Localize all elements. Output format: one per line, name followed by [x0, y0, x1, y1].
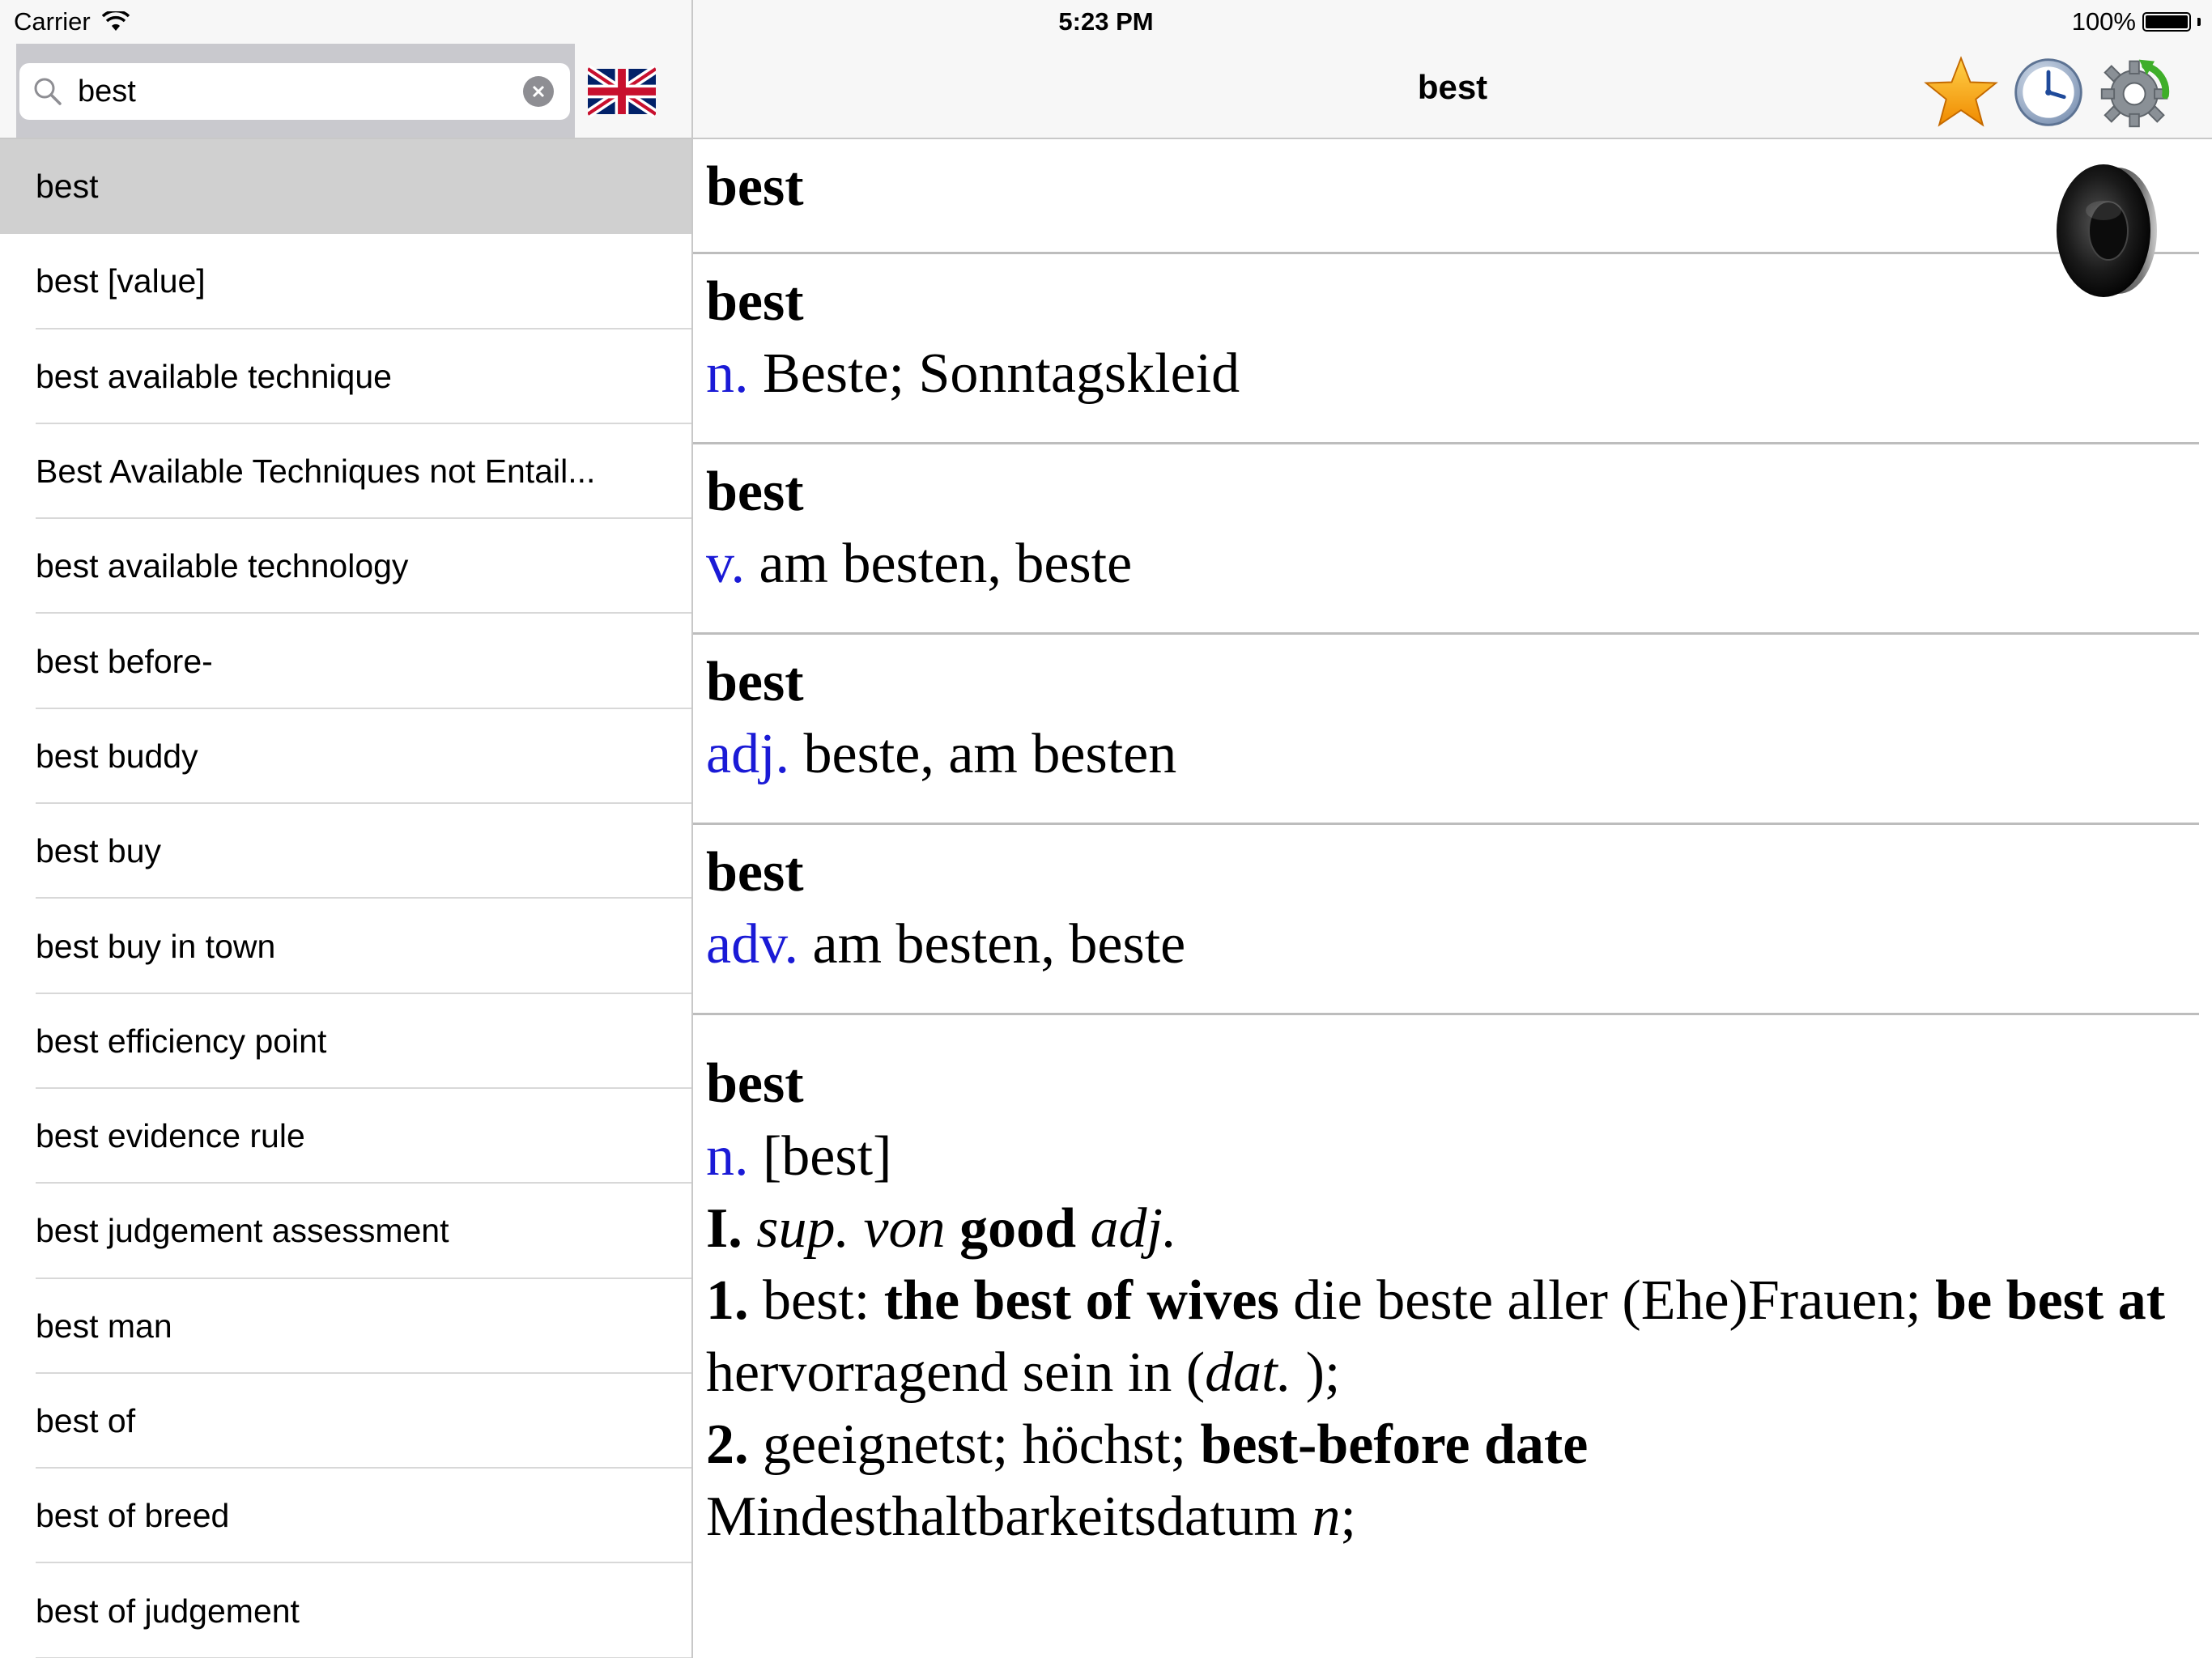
list-item[interactable]	[0, 519, 691, 614]
entry-block	[693, 444, 2199, 635]
search-input[interactable]	[78, 71, 531, 112]
part-of-speech: adj.	[706, 723, 790, 785]
part-of-speech: v.	[706, 533, 745, 595]
master-header	[0, 44, 691, 139]
list-item-label: Best Available Techniques not Entail...	[36, 453, 596, 491]
list-item[interactable]	[0, 1184, 691, 1278]
entry-word: best	[706, 651, 804, 713]
sense-number: 2.	[706, 1414, 749, 1476]
list-item-label: best [value]	[36, 262, 206, 300]
entry-content	[693, 139, 2212, 1658]
entry-word: best	[706, 1052, 804, 1115]
list-item-label: best buy in town	[36, 927, 276, 965]
sense-2-cont	[706, 1481, 2199, 1553]
sense-2	[706, 1409, 2199, 1481]
list-item-label: best efficiency point	[36, 1022, 327, 1060]
list-item[interactable]	[0, 899, 691, 993]
list-item-label: best available technology	[36, 547, 409, 585]
entry-definition	[706, 909, 2199, 980]
part-of-speech: n.	[706, 1125, 749, 1188]
pronunciation-line	[706, 1120, 2199, 1192]
pronunciation: [best]	[748, 1125, 892, 1188]
list-item-label: best buy	[36, 832, 161, 870]
list-item[interactable]	[0, 1469, 691, 1563]
search-icon	[32, 76, 63, 107]
sense-text: best:	[748, 1269, 884, 1332]
list-item[interactable]	[0, 329, 691, 424]
example-phrase: be best at	[1935, 1269, 2166, 1332]
translation: Beste; Sonntagskleid	[748, 342, 1240, 405]
battery-icon	[2142, 12, 2191, 32]
entry-block	[693, 635, 2199, 825]
sense-text: hervorragend sein in (	[706, 1341, 1206, 1404]
sense-text: ;	[1340, 1486, 1356, 1548]
clear-search-icon[interactable]	[523, 76, 554, 107]
entry-block	[693, 254, 2199, 444]
list-item[interactable]	[0, 1089, 691, 1184]
list-item-label: best available technique	[36, 357, 392, 395]
list-item[interactable]	[0, 614, 691, 708]
list-item[interactable]	[0, 139, 691, 234]
entry-block-full	[693, 1015, 2199, 1585]
sense-text: die beste aller (Ehe)Frauen;	[1278, 1269, 1936, 1332]
list-item-label: best	[36, 168, 99, 206]
entry-word: best	[706, 270, 804, 333]
sense-1	[706, 1265, 2199, 1409]
list-item[interactable]	[0, 234, 691, 329]
list-item-label: best of judgement	[36, 1592, 300, 1630]
list-item-label: best man	[36, 1307, 172, 1345]
sense-text: Mindesthaltbarkeitsdatum	[706, 1486, 1312, 1548]
gear-refresh-icon[interactable]	[2097, 53, 2175, 131]
list-item[interactable]	[0, 994, 691, 1089]
headword-section	[693, 139, 2199, 254]
star-icon[interactable]	[1922, 53, 2000, 131]
list-item[interactable]	[0, 1374, 691, 1469]
sense-ref: good	[959, 1197, 1076, 1260]
battery-percent: 100%	[2071, 7, 2136, 36]
part-of-speech: adv.	[706, 913, 799, 976]
entry-word: best	[706, 461, 804, 523]
entry-definition	[706, 338, 2199, 410]
entry-word: best	[706, 841, 804, 903]
headword: best	[706, 155, 804, 218]
translation: am besten, beste	[744, 533, 1133, 595]
results-list	[0, 139, 691, 1658]
sense-text: adj.	[1076, 1197, 1177, 1260]
carrier-label: Carrier	[14, 7, 91, 36]
detail-header	[693, 44, 2212, 139]
sense-number: I.	[706, 1197, 742, 1260]
speaker-icon[interactable]	[2045, 162, 2167, 300]
clock-icon[interactable]	[2010, 53, 2087, 131]
entry-definition	[706, 529, 2199, 600]
list-item-label: best before-	[36, 642, 213, 680]
sense-text: sup. von	[742, 1197, 960, 1260]
list-item[interactable]	[0, 1563, 691, 1658]
list-item-label: best buddy	[36, 737, 198, 775]
detail-title: best	[1417, 68, 1488, 106]
list-item-label: best of	[36, 1402, 136, 1439]
uk-flag-icon[interactable]	[588, 65, 656, 118]
translation: am besten, beste	[798, 913, 1186, 976]
list-item-label: best judgement assessment	[36, 1212, 449, 1250]
status-time: 5:23 PM	[1058, 7, 1154, 36]
example-phrase: the best of wives	[883, 1269, 1279, 1332]
sense-text: );	[1291, 1341, 1341, 1404]
list-item-label: best evidence rule	[36, 1117, 305, 1155]
sense-number: 1.	[706, 1269, 749, 1332]
list-item-label: best of breed	[36, 1497, 230, 1535]
status-bar	[0, 0, 2212, 44]
grammar-note: n	[1312, 1486, 1341, 1548]
battery-indicator	[2072, 7, 2201, 36]
list-item[interactable]	[0, 1279, 691, 1374]
translation: beste, am besten	[789, 723, 1177, 785]
list-item[interactable]	[0, 709, 691, 804]
sense-text: geeignetst; höchst;	[748, 1414, 1201, 1476]
search-field[interactable]	[19, 63, 570, 120]
part-of-speech: n.	[706, 342, 749, 405]
list-item[interactable]	[0, 804, 691, 899]
example-phrase: best-before date	[1200, 1414, 1589, 1476]
sense-heading	[706, 1192, 2199, 1265]
entry-definition	[706, 719, 2199, 790]
list-item[interactable]	[0, 424, 691, 519]
grammar-note: dat.	[1205, 1341, 1292, 1404]
entry-block	[693, 825, 2199, 1015]
